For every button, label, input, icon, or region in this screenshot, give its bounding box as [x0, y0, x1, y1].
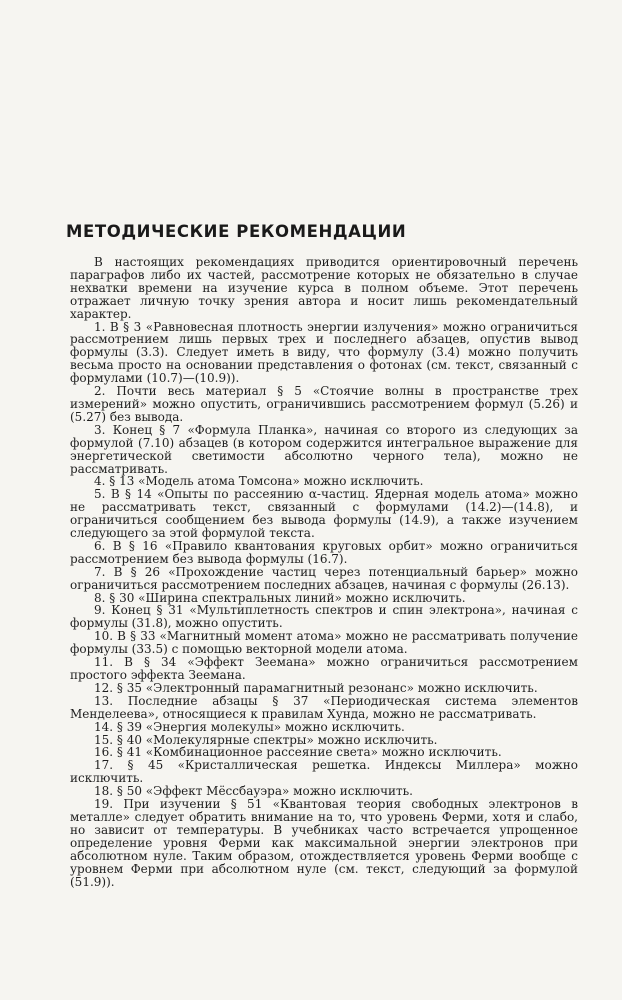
recommendation-item-11: 11. В § 34 «Эффект Зеемана» можно ограничиться рассмотрением простого эффекта Зеемана. — [70, 655, 578, 682]
recommendation-item-5: 5. В § 14 «Опыты по рассеянию α-частиц. Ядерная модель атома» можно не рассматривать текст, связанный с формулами (14.2)—(14.8), и ограничиться сообщением без вывода формулы (14.9), а также изучением следующего за этой формулой текста. — [70, 487, 578, 541]
recommendation-item-13: 13. Последние абзацы § 37 «Периодическая система элементов Менделеева», относящиеся к правилам Хунда, можно не рассматривать. — [70, 693, 578, 721]
recommendation-item-3: 3. Конец § 7 «Формула Планка», начиная со второго из следующих за формулой (7.10) абзацев (в котором содержится интегральное выражение для энергетической светимости абсолютно черного тела), можно не рассматривать. — [70, 422, 578, 476]
recommendation-item-18: 18. § 50 «Эффект Мёссбауэра» можно исключить. — [94, 784, 413, 799]
recommendation-item-10: 10. В § 33 «Магнитный момент атома» можно не рассматривать получение формулы (33.5) с помощью векторной модели атома. — [70, 629, 578, 657]
recommendation-item-1: 1. В § 3 «Равновесная плотность энергии излучения» можно ограничиться рассмотрением лишь первых трех и последнего абзацев, опустив вывод формулы (3.3). Следует иметь в виду, что формулу (3.4) можно получить весьма просто на основании представления о фотонах (см. текст, связанный с формулами (10.7)—(10.9)). — [70, 319, 578, 386]
recommendation-item-19: 19. При изучении § 51 «Квантовая теория свободных электронов в металле» следует обратить внимание на то, что уровень Ферми, хотя и слабо, но зависит от температуры. В учебниках часто встречается упрощенное определение уровня Ферми как максимальной энергии электронов при абсолютном нуле. Таким образом, отождествляется уровень Ферми вообще с уровнем Ферми при абсолютном нуле (см. текст, следующий за формулой (51.9)). — [70, 797, 578, 889]
recommendation-item-8: 8. § 30 «Ширина спектральных линий» можно исключить. — [94, 590, 466, 605]
intro-paragraph: В настоящих рекомендациях приводится ориентировочный перечень параграфов либо их частей, рассмотрение которых не обязательно в случае нехватки времени на изучение курса в полном объеме. Этот перечень отражает личную точку зрения автора и носит лишь рекомендательный характер. — [70, 255, 578, 321]
recommendation-item-16: 16. § 41 «Комбинационное рассеяние света» можно исключить. — [94, 745, 502, 760]
recommendation-item-6: 6. В § 16 «Правило квантования круговых орбит» можно ограничиться рассмотрением без вывода формулы (16.7). — [70, 538, 578, 566]
recommendation-item-12: 12. § 35 «Электронный парамагнитный резонанс» можно исключить. — [94, 680, 538, 695]
recommendation-item-7: 7. В § 26 «Прохождение частиц через потенциальный барьер» можно ограничиться рассмотрением последних абзацев, начиная с формулы (26.13). — [70, 564, 578, 592]
recommendation-item-4: 4. § 13 «Модель атома Томсона» можно исключить. — [94, 474, 424, 489]
recommendation-item-14: 14. § 39 «Энергия молекулы» можно исключить. — [94, 719, 405, 734]
recommendation-item-15: 15. § 40 «Молекулярные спектры» можно исключить. — [94, 732, 438, 747]
recommendations-body — [70, 256, 578, 888]
recommendation-item-2: 2. Почти весь материал § 5 «Стоячие волны в пространстве трех измерений» можно опустить, ограничившись рассмотрением формул (5.26) и (5.27) без вывода. — [70, 384, 578, 424]
page-title: МЕТОДИЧЕСКИЕ РЕКОМЕНДАЦИИ — [66, 222, 407, 241]
recommendation-item-17: 17. § 45 «Кристаллическая решетка. Индексы Миллера» можно исключить. — [70, 758, 578, 786]
recommendation-item-9: 9. Конец § 31 «Мультиплетность спектров и спин электрона», начиная с формулы (31.8), можно опустить. — [70, 603, 578, 631]
